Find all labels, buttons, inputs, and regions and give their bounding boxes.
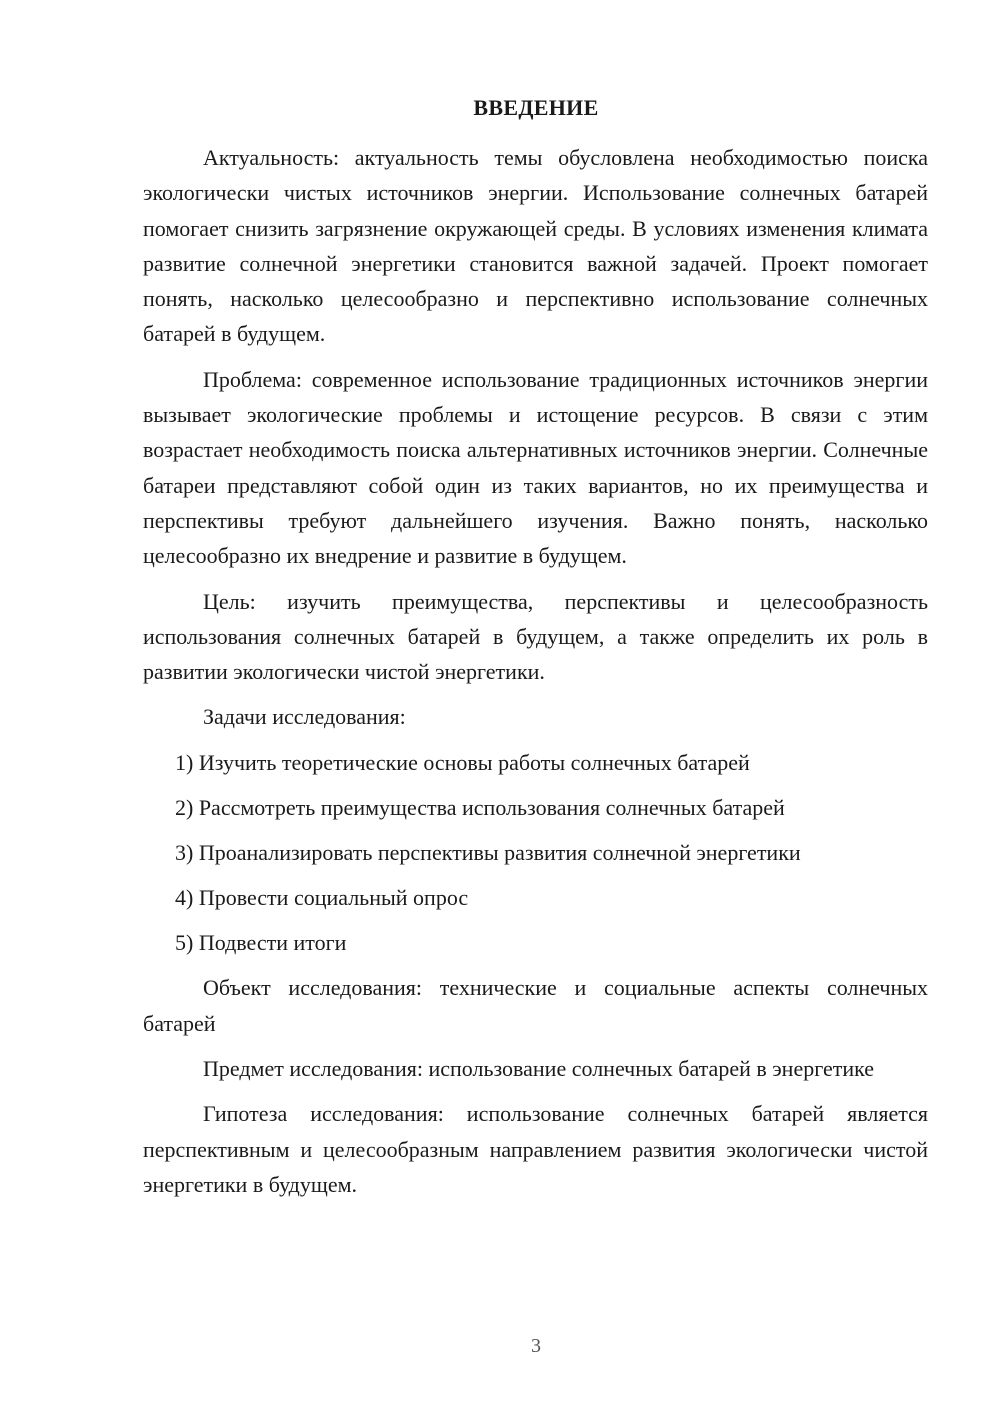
tasks-heading: Задачи исследования: bbox=[203, 704, 406, 730]
document-body bbox=[143, 140, 928, 1212]
list-item: 1) Изучить теоретические основы работы солнечных батарей bbox=[175, 749, 750, 775]
list-item: 2) Рассмотреть преимущества использования солнечных батарей bbox=[175, 794, 785, 820]
object-paragraph: Объект исследования: технические и социальные аспекты солнечных батарей bbox=[143, 975, 928, 1036]
list-item: 3) Проанализировать перспективы развития солнечной энергетики bbox=[175, 839, 801, 865]
page-number: 3 bbox=[531, 1335, 541, 1357]
hypothesis-paragraph: Гипотеза исследования: использование солнечных батарей является перспективным и целесообразным направлением развития экологически чистой энергетики в будущем. bbox=[143, 1101, 928, 1197]
tasks-list bbox=[143, 745, 928, 961]
goal-paragraph: Цель: изучить преимущества, перспективы и целесообразность использования солнечных батарей в будущем, а также определить их роль в развитии экологически чистой энергетики. bbox=[143, 588, 928, 685]
list-item: 4) Провести социальный опрос bbox=[175, 885, 469, 911]
subject-paragraph: Предмет исследования: использование солнечных батарей в энергетике bbox=[203, 1056, 875, 1082]
page-title: ВВЕДЕНИЕ bbox=[473, 95, 599, 120]
list-item: 5) Подвести итоги bbox=[175, 930, 347, 956]
relevance-paragraph: Актуальность: актуальность темы обусловлена необходимостью поиска экологически чистых источников энергии. Использование солнечных батарей помогает снизить загрязнение окружающей среды. В условиях изменения климата развитие солнечной энергетики становится важной задачей. Проект помогает понять, насколько целесообразно и перспективно использование солнечных батарей в будущем. bbox=[143, 145, 928, 347]
problem-paragraph: Проблема: современное использование традиционных источников энергии вызывает экологические проблемы и истощение ресурсов. В связи с этим возрастает необходимость поиска альтернативных источников энергии. Солнечные батареи представляют собой один из таких вариантов, но их преимущества и перспективы требуют дальнейшего изучения. Важно понять, насколько целесообразно их внедрение и развитие в будущем. bbox=[143, 366, 928, 569]
